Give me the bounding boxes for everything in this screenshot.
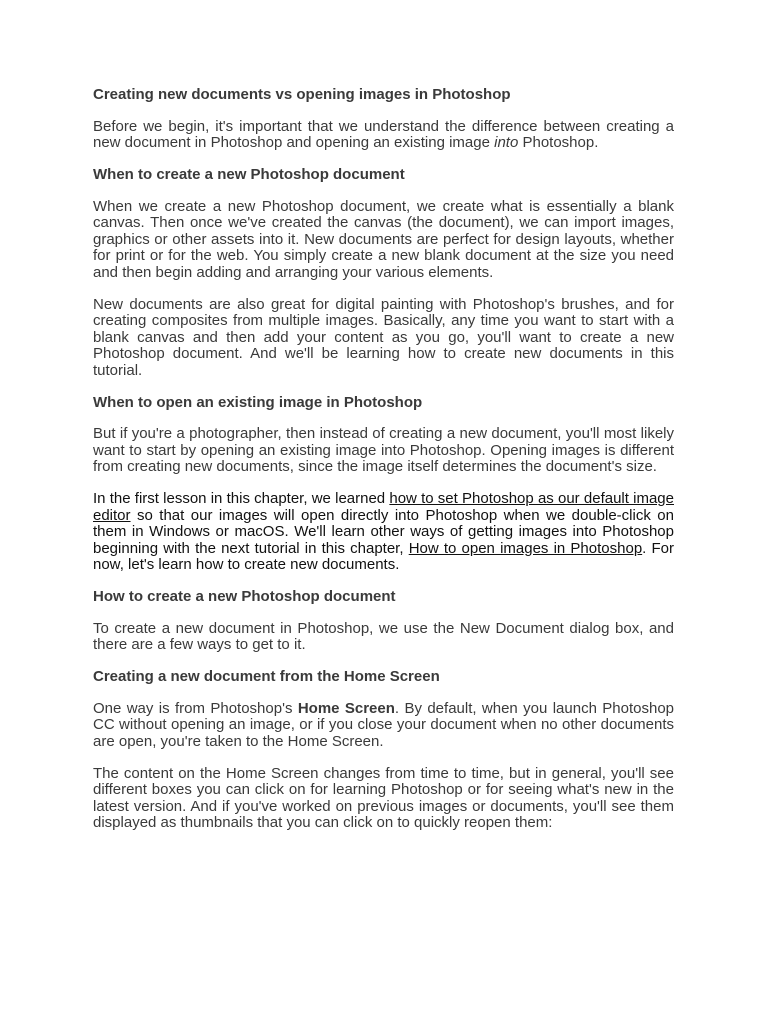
open-paragraph-1: But if you're a photographer, then instead of creating a new document, you'll most likely want to start by opening an existing image into Photoshop. Opening images is different from creating new documents, since the image itself determines the document's size. — [93, 425, 674, 475]
heading-when-open: When to open an existing image in Photoshop — [93, 393, 423, 411]
intro-emphasis: into — [494, 134, 519, 151]
home-paragraph-1 — [93, 701, 674, 751]
intro-paragraph — [93, 119, 674, 152]
heading-how-create: How to create a new Photoshop document — [93, 588, 396, 605]
intro-text-a: Before we begin, it's important that we understand the difference between creating a new document in Photoshop and opening an existing image — [93, 117, 674, 151]
link-open-images[interactable]: How to open images in Photoshop — [408, 539, 643, 557]
create-paragraph-2: New documents are also great for digital painting with Photoshop's brushes, and for creating composites from multiple images. Basically, any time you want to start with a blank canvas and then add your content as you go, you'll want to create a new Photoshop document. And we'll be learning how to create new documents in this tutorial. — [93, 295, 674, 379]
heading-new-vs-open: Creating new documents vs opening images in Photoshop — [93, 86, 511, 103]
open-text-b: so that our images will open directly into Photoshop when we double-click on them in Windows or macOS. We'll learn other ways of getting images into Photoshop beginning with the next tutorial in this chapter, — [93, 506, 674, 557]
how-paragraph: To create a new document in Photoshop, we use the New Document dialog box, and there are a few ways to get to it. — [93, 619, 674, 653]
heading-home-screen: Creating a new document from the Home Screen — [93, 668, 440, 685]
home-text-b: . By default, when you launch Photoshop CC without opening an image, or if you close your document when no other documents are open, you're taken to the Home Screen. — [93, 699, 675, 750]
open-paragraph-2 — [93, 491, 674, 574]
intro-text-b: Photoshop. — [518, 134, 599, 151]
open-text-c: . For now, let's learn how to create new documents. — [93, 539, 674, 573]
heading-when-create: When to create a new Photoshop document — [93, 166, 405, 183]
document-page — [93, 87, 674, 847]
home-paragraph-2: The content on the Home Screen changes from time to time, but in general, you'll see different boxes you can click on for learning Photoshop or for seeing what's new in the latest version. And if you've worked on previous images or documents, you'll see them displayed as thumbnails that you can click on to quickly reopen them: — [93, 764, 674, 831]
open-text-a: In the first lesson in this chapter, we learned — [93, 490, 390, 507]
home-text-a: One way is from Photoshop's — [93, 699, 298, 717]
link-default-image-editor[interactable]: how to set Photoshop as our default image editor — [93, 490, 674, 524]
create-paragraph-1: When we create a new Photoshop document, we create what is essentially a blank canvas. Then once we've created the canvas (the document), we can import images, graphics or other assets into it. New documents are perfect for design layouts, whether for print or for the web. You simply create a new blank document at the size you need and then begin adding and arranging your various elements. — [93, 197, 674, 281]
home-screen-strong: Home Screen — [297, 699, 395, 717]
